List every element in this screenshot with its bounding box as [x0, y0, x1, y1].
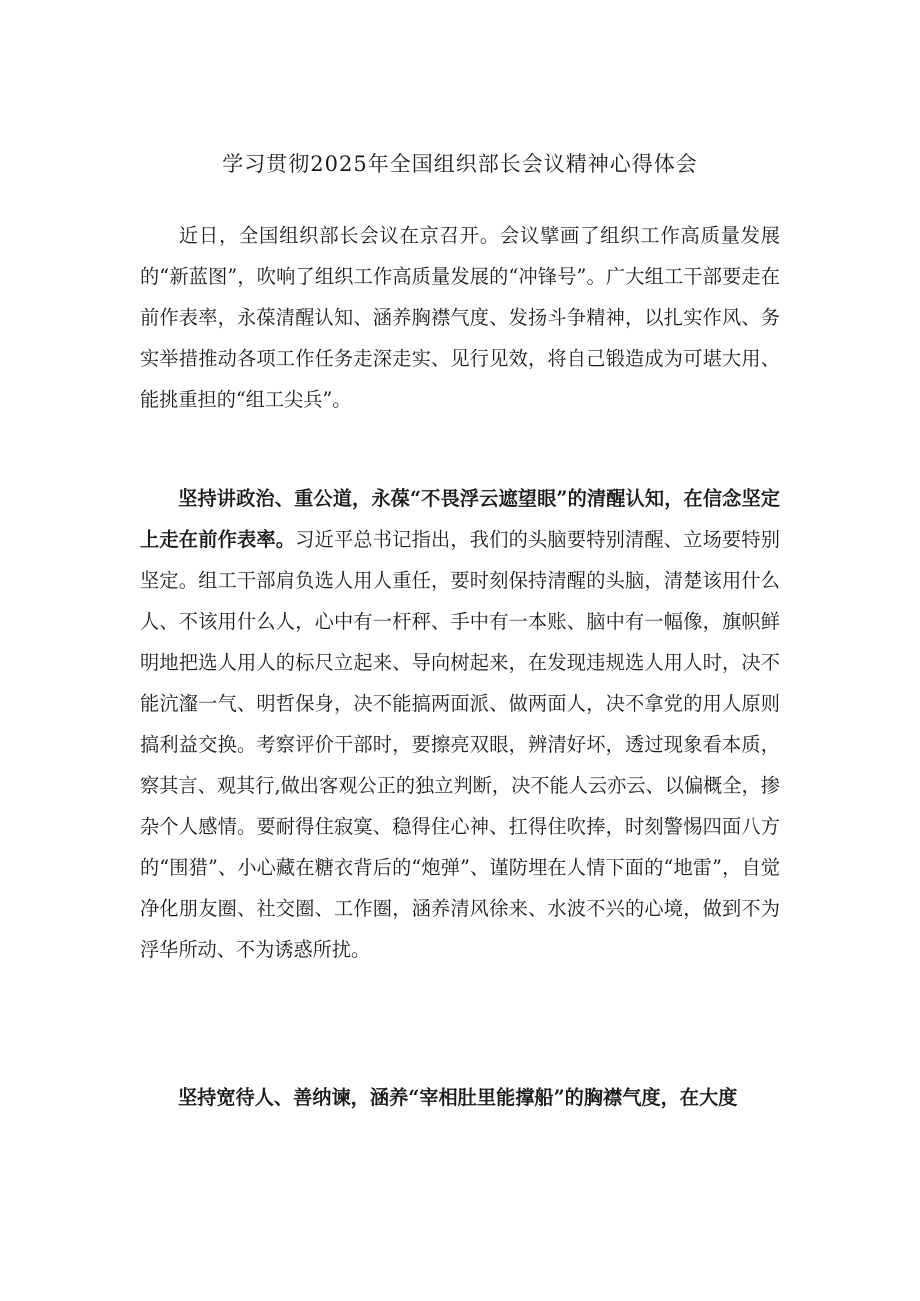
paragraph-2-lead: 坚持讲政治、重公道，永葆“不畏浮云遮望眼”的清醒认知，在信念坚定上走在前作表率。 — [140, 487, 780, 551]
paragraph-3 — [140, 1077, 780, 1118]
paragraph-2-text: 习近平总书记指出，我们的头脑要特别清醒、立场要特别坚定。组工干部肩负选人用人重任，要时刻保持清醒的头脑，清楚该用什么人、不该用什么人，心中有一杆秤、手中有一本账、脑中有一幅像，旗帜鲜明地把选人用人的标尺立起来、导向树起来，在发现违规选人用人时，决不能沆瀣一气、明哲保身，决不能搞两面派、做两面人，决不拿党的用人原则搞利益交换。考察评价干部时，要擦亮双眼，辨清好坏，透过现象看本质，察其言、观其行,做出客观公正的独立判断，决不能人云亦云、以偏概全，掺杂个人感情。要耐得住寂寞、稳得住心神、扛得住吹捧，时刻警惕四面八方的“围猎”、小心藏在糖衣背后的“炮弹”、谨防埋在人情下面的“地雷”，自觉净化朋友圈、社交圈、工作圈，涵养清风徐来、水波不兴的心境，做到不为浮华所动、不为诱惑所扰。 — [140, 528, 780, 961]
paragraph-1 — [140, 215, 780, 420]
paragraph-2 — [140, 478, 780, 970]
paragraph-3-lead: 坚持宽待人、善纳谏，涵养“宰相肚里能撑船”的胸襟气度，在大度 — [178, 1086, 738, 1109]
document-title: 学习贯彻2025年全国组织部长会议精神心得体会 — [222, 152, 698, 176]
paragraph-1-text: 近日，全国组织部长会议在京召开。会议擘画了组织工作高质量发展的“新蓝图”，吹响了组织工作高质量发展的“冲锋号”。广大组工干部要走在前作表率，永葆清醒认知、涵养胸襟气度、发扬斗争精神，以扎实作风、务实举措推动各项工作任务走深走实、见行见效，将自己锻造成为可堪大用、能挑重担的“组工尖兵”。 — [140, 224, 780, 411]
